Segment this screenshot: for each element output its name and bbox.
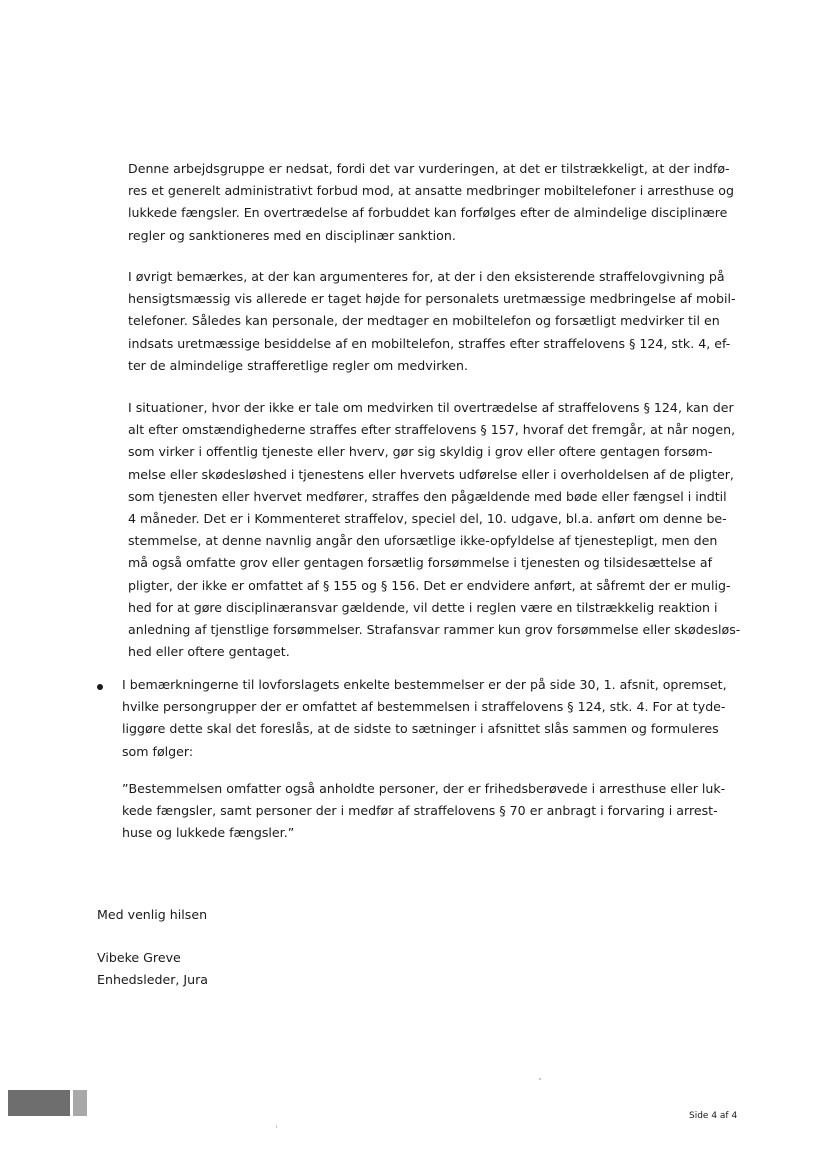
text-line: alt efter omstændighederne straffes efter straffelovens § 157, hvoraf det fremgår, at når nogen, [128, 422, 736, 438]
text-line: ”Bestemmelsen omfatter også anholdte personer, der er frihedsberøvede i arresthuse eller luk- [122, 781, 726, 796]
signer-name: Vibeke Greve [97, 950, 181, 965]
text-line: I bemærkningerne til lovforslagets enkelte bestemmelser er der på side 30, 1. afsnit, opremset, [122, 677, 727, 692]
text-line: anledning af tjenstlige forsømmelser. Strafansvar rammer kun grov forsømmelse eller skødesløs- [128, 622, 741, 638]
page-number: Side 4 af 4 [689, 1111, 738, 1121]
text-line: som følger: [122, 743, 194, 759]
text-line: hed for at gøre disciplinæransvar gældende, vil dette i reglen være en tilstrækkelig reaktion i [128, 599, 718, 615]
text-line: res et generelt administrativt forbud mod, at ansatte medbringer mobiltelefoner i arresthuse og [128, 183, 735, 199]
scan-speck [539, 1078, 541, 1080]
footer-mark-light [73, 1090, 87, 1116]
scan-speck [276, 1125, 277, 1128]
quoted-proposal [122, 778, 726, 845]
text-line: hensigtsmæssig vis allerede er taget højde for personalets uretmæssige medbringelse af mobil- [128, 291, 736, 307]
text-line: liggøre dette skal det foreslås, at de sidste to sætninger i afsnittet slås sammen og formuleres [122, 721, 719, 737]
paragraph-section-157 [128, 397, 741, 663]
closing-greeting: Med venlig hilsen [97, 907, 208, 922]
text-line: I situationer, hvor der ikke er tale om medvirken til overtrædelse af straffelovens § 124, kan der [128, 400, 734, 415]
text-line: telefoner. Således kan personale, der medtager en mobiltelefon og forsætligt medvirker til en [128, 313, 720, 329]
text-line: som virker i offentlig tjeneste eller hverv, gør sig skyldig i grov eller oftere gentagen forsøm- [128, 444, 713, 460]
text-line: regler og sanktioneres med en disciplinær sanktion. [128, 227, 456, 243]
text-line: lukkede fængsler. En overtrædelse af forbuddet kan forfølges efter de almindelige disciplinære [128, 205, 728, 221]
text-line: pligter, der ikke er omfattet af § 155 og § 156. Det er endvidere anført, at såfremt der er mulig- [128, 577, 731, 593]
text-line: hed eller oftere gentaget. [128, 644, 290, 660]
text-line: I øvrigt bemærkes, at der kan argumenteres for, at der i den eksisterende straffelovgivning på [128, 269, 725, 284]
text-line: må også omfatte grov eller gentagen forsætlig forsømmelse i tjenesten og tilsidesættelse af [128, 555, 713, 571]
signer-title: Enhedsleder, Jura [97, 972, 208, 988]
signature-block [97, 947, 208, 991]
text-line: Denne arbejdsgruppe er nedsat, fordi det var vurderingen, at det er tilstrækkeligt, at der indfø- [128, 161, 730, 176]
text-line: huse og lukkede fængsler.” [122, 825, 295, 841]
paragraph-working-group [128, 158, 735, 247]
text-line: hvilke persongrupper der er omfattet af bestemmelsen i straffelovens § 124, stk. 4. For at tyde- [122, 699, 726, 715]
text-line: indsats uretmæssige besiddelse af en mobiltelefon, straffes efter straffelovens § 124, stk. 4, ef- [128, 335, 731, 351]
paragraph-existing-legislation [128, 266, 736, 377]
text-line: stemmelse, at denne navnlig angår den uforsætlige ikke-opfyldelse af tjenestepligt, men den [128, 533, 718, 549]
footer-mark-dark [8, 1090, 70, 1116]
text-line: ter de almindelige strafferetlige regler om medvirken. [128, 357, 468, 373]
text-line: 4 måneder. Det er i Kommenteret straffelov, speciel del, 10. udgave, bl.a. anført om denne be- [128, 511, 727, 527]
text-line: melse eller skødesløshed i tjenestens eller hvervets udførelse eller i overholdelsen af de pligter, [128, 466, 734, 482]
text-line: kede fængsler, samt personer der i medfør af straffelovens § 70 er anbragt i forvaring i arrest- [122, 803, 718, 819]
bullet-icon [97, 684, 103, 690]
bullet-paragraph [122, 674, 727, 763]
text-line: som tjenesten eller hvervet medfører, straffes den pågældende med bøde eller fængsel i indtil [128, 488, 727, 504]
